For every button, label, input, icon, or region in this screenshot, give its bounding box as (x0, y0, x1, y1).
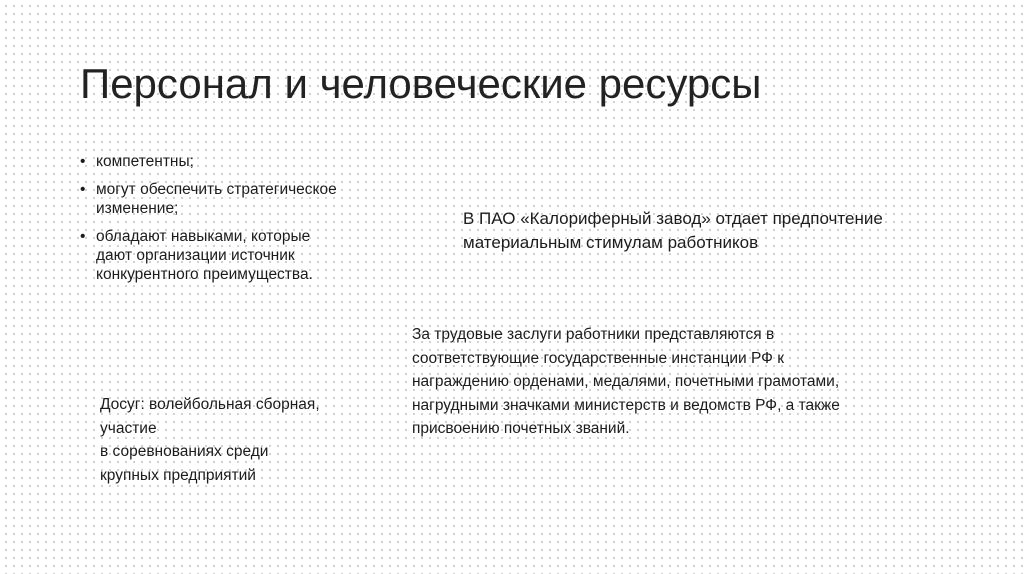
bullet-text-line: компетентны; (96, 153, 194, 170)
bullet-marker: • (80, 153, 86, 170)
bullet-text-line: конкурентного преимущества. (96, 266, 313, 283)
leisure-text (100, 393, 380, 487)
slide-title: Персонал и человеческие ресурсы (80, 60, 762, 107)
bullet-text-line: могут обеспечить стратегическое (96, 181, 337, 198)
bullet-item (80, 227, 380, 284)
bullet-item (80, 180, 380, 218)
bullet-text-line: изменение; (96, 200, 179, 217)
merits-text-line: соответствующие государственные инстанции РФ к (412, 349, 784, 367)
preference-text-line: материальным стимулам работников (463, 233, 759, 252)
merits-text-line: присвоению почетных званий. (412, 420, 630, 437)
bullet-item (80, 152, 380, 171)
bullet-text-line: дают организации источник (96, 247, 295, 264)
merits-text-line: нагрудными значками министерств и ведомств РФ, а также (412, 396, 840, 414)
bullet-marker: • (80, 181, 86, 198)
leisure-text-line: участие (100, 419, 157, 437)
merits-text-line: награждению орденами, медалями, почетными грамотами, (412, 373, 840, 390)
bullet-marker: • (80, 228, 86, 245)
bullet-list (80, 152, 380, 293)
merits-text-line: За трудовые заслуги работники представляются в (412, 326, 775, 343)
merits-text (412, 323, 952, 441)
preference-text-line: В ПАО «Калориферный завод» отдает предпочтение (463, 209, 883, 228)
leisure-text-line: крупных предприятий (100, 466, 256, 484)
leisure-text-line: Досуг: волейбольная сборная, (100, 396, 320, 413)
preference-text (463, 207, 963, 255)
bullet-text-line: обладают навыками, которые (96, 228, 311, 245)
leisure-text-line: в соревнованиях среди (100, 443, 269, 460)
